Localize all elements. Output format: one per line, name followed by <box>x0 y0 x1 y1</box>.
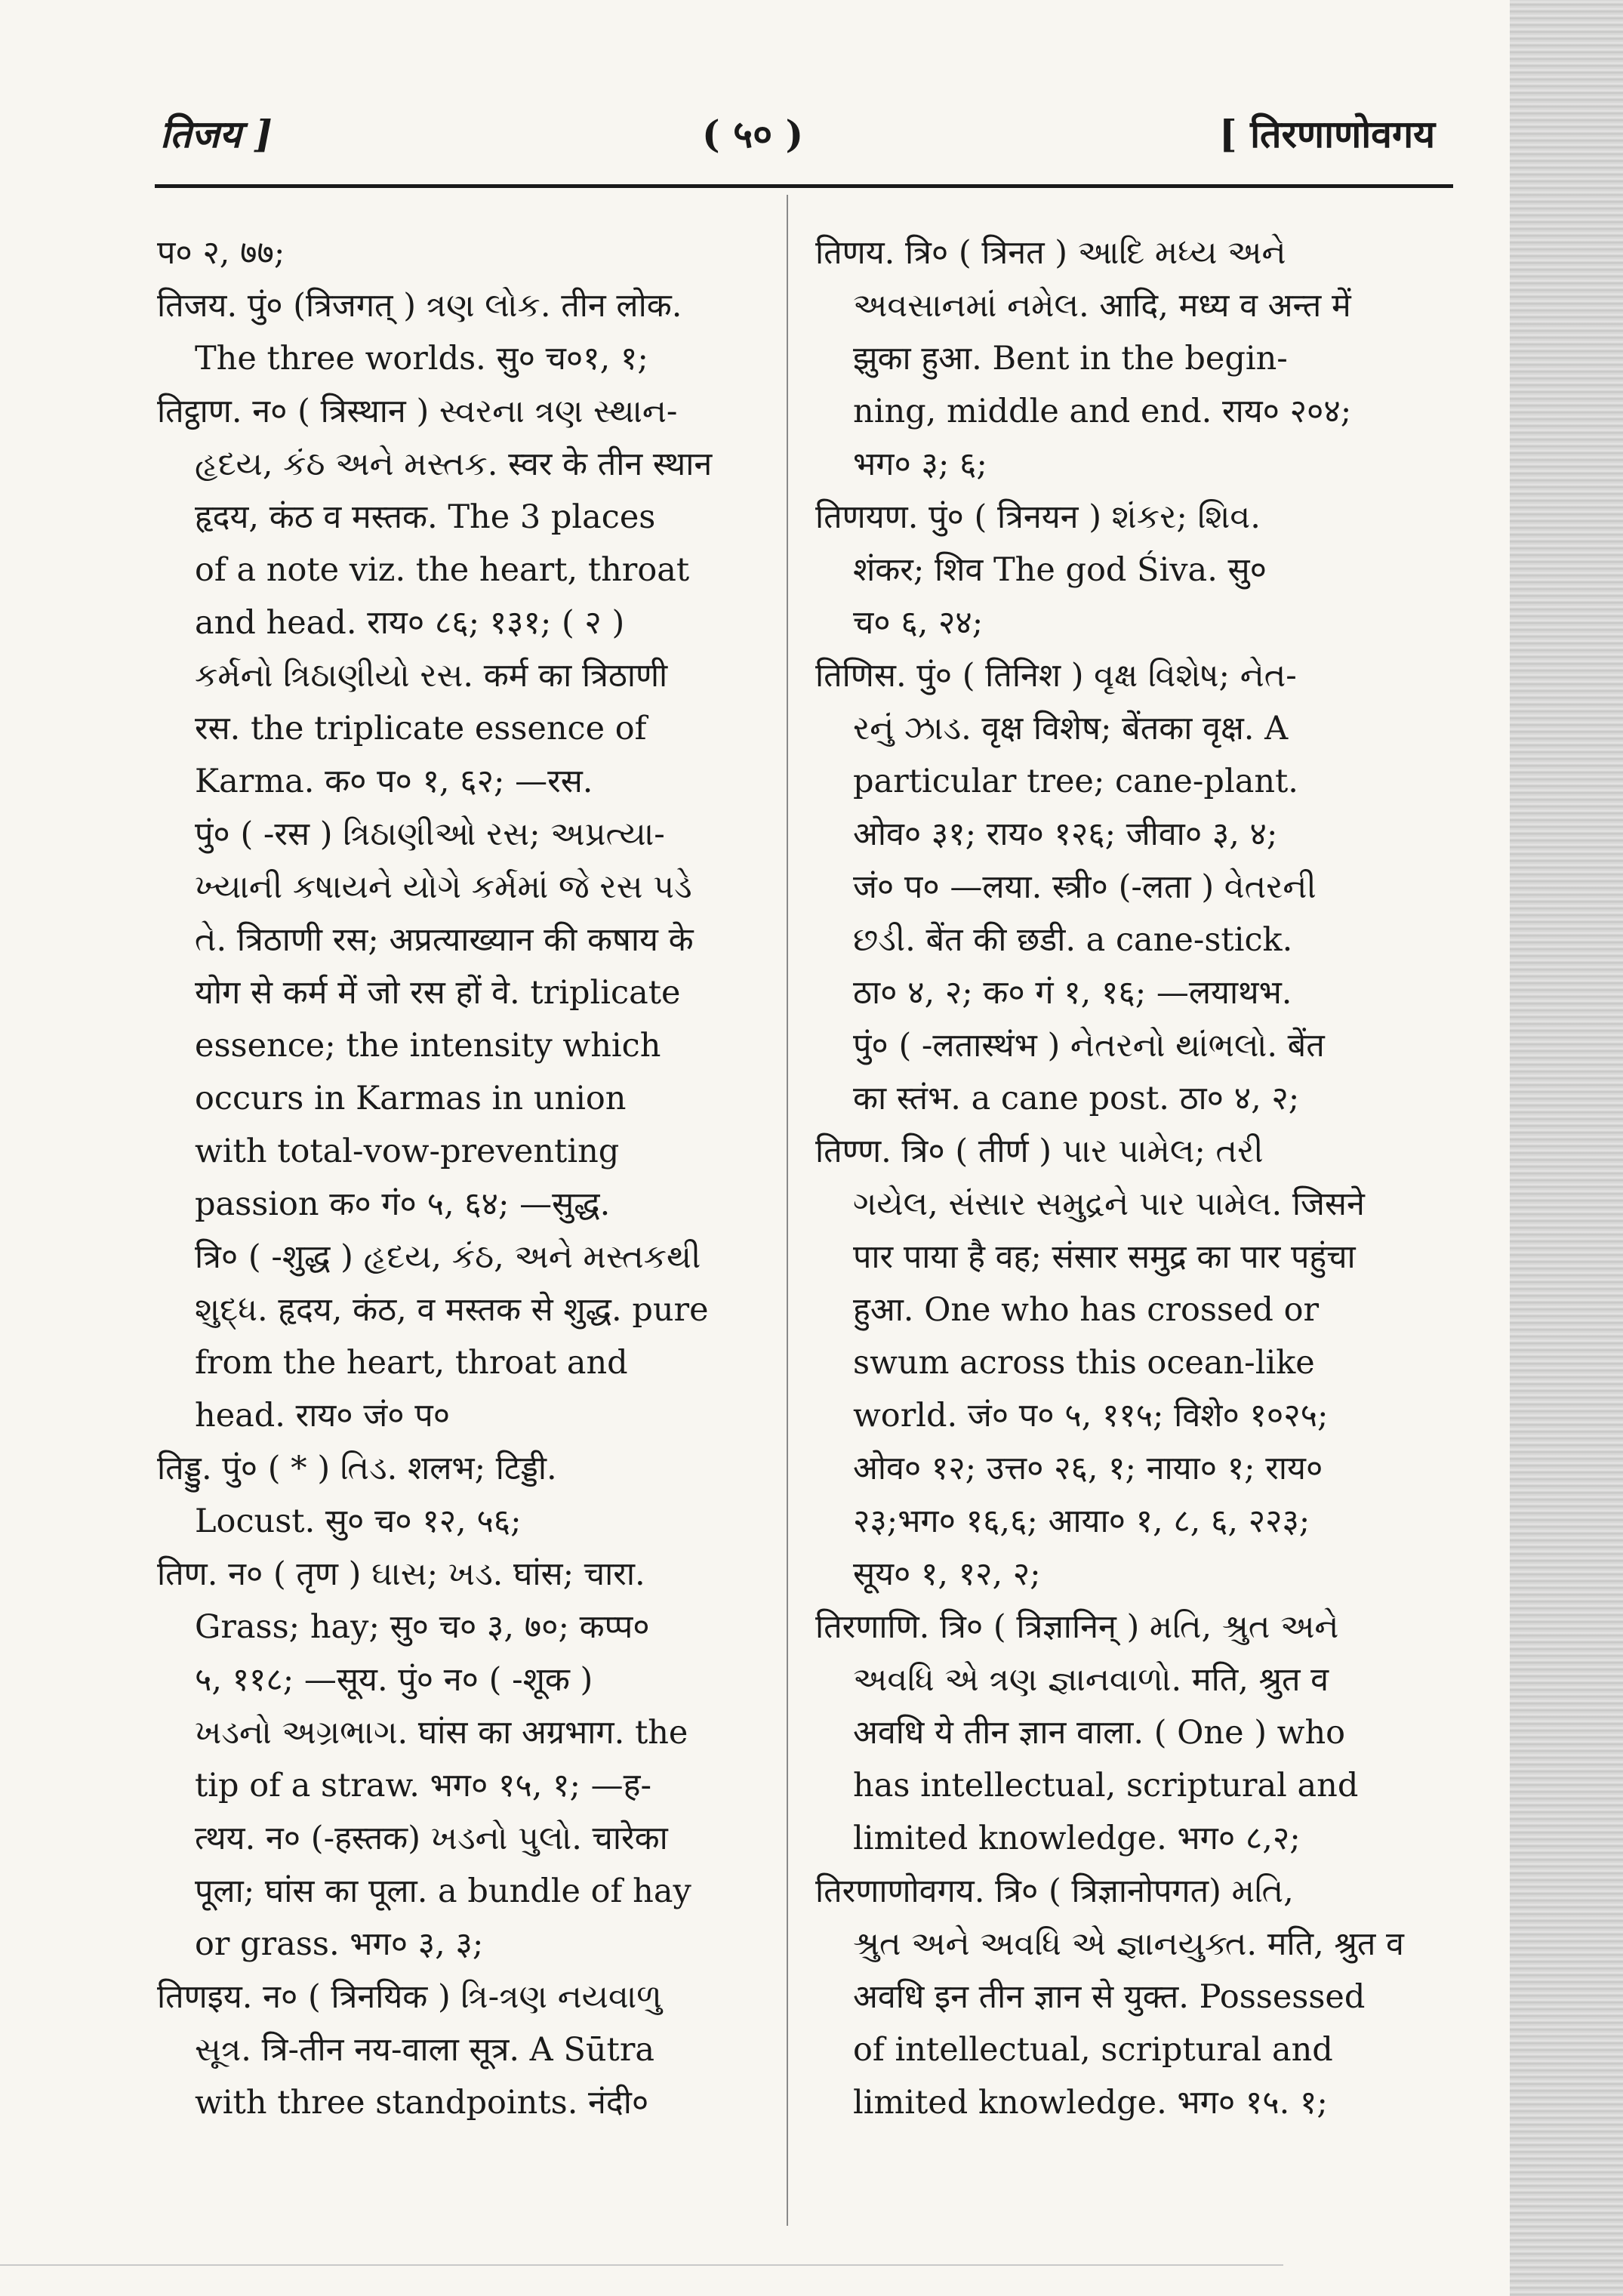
right-column-line: ओव० ३१; राय० १२६; जीवा० ३, ४; <box>853 815 1278 853</box>
right-column-line: છડી. बेंत की छडी. a cane-stick. <box>853 921 1293 959</box>
right-column-line: तिण्ण. त्रि० ( तीर्ण ) પાર પામેલ; તરી <box>815 1133 1264 1170</box>
page-number: ( ५० ) <box>702 112 804 156</box>
left-column-line: तिट्ठाण. न० ( त्रिस्थान ) સ્વરના ત્રણ સ્થાન- <box>157 393 678 430</box>
left-column-line: essence; the intensity which <box>195 1027 661 1065</box>
right-column-line: of intellectual, scriptural and <box>853 2031 1333 2069</box>
right-column-line: world. जं० प० ५, ११५; विशे० १०२५; <box>853 1397 1329 1435</box>
left-column <box>157 227 761 2129</box>
right-column-line: २३;भग० १६,६; आया० १, ८, ६, २२३; <box>853 1502 1310 1540</box>
right-column-line: particular tree; cane-plant. <box>853 763 1298 800</box>
left-column-line: हृदय, कंठ व मस्तक. The 3 places <box>195 498 656 536</box>
left-column-line: passion क० गं० ५, ६४; —सुद्ध. <box>195 1185 611 1223</box>
right-column-line: has intellectual, scriptural and <box>853 1767 1359 1804</box>
header-rule <box>155 184 1453 188</box>
left-column-line: The three worlds. सु० च०१, १; <box>195 340 648 378</box>
left-column-line: त्थय. न० (-हस्तक) ખડનો પુલો. चारेका <box>195 1820 668 1857</box>
left-column-line: योग से कर्म में जो रस हों वे. triplicate <box>195 974 681 1012</box>
right-column-line: पार पाया है वह; संसार समुद्र का पार पहुंचा <box>853 1238 1356 1276</box>
right-column-line: सूय० १, १२, २; <box>853 1555 1041 1593</box>
scan-edge-shadow <box>1510 0 1623 2296</box>
left-column-line: શુદ્ધ. हृदय, कंठ, व मस्तक से शुद्ध. pure <box>195 1291 709 1329</box>
right-column-line: શ્રુત અને અવધિ એ જ્ઞાનયુક્ત. मति, श्रुत व <box>853 1925 1404 1963</box>
left-column-line: head. राय० जं० प० <box>195 1397 451 1435</box>
left-column-line: of a note viz. the heart, throat <box>195 551 690 589</box>
right-column-line: ओव० १२; उत्त० २६, १; नाया० १; राय० <box>853 1450 1323 1487</box>
left-column-line: Karma. क० प० १, ६२; —रस. <box>195 763 593 800</box>
header-right-catchword: [ तिरणाणोवगय <box>1219 112 1436 156</box>
left-column-line: તે. त्रिठाणी रस; अप्रत्याख्यान की कषाय के <box>195 921 694 959</box>
left-column-line: કર્મનો ત્રિઠાણીયો રસ. कर्म का त्रिठाणी <box>195 657 668 695</box>
right-column-line: swum across this ocean-like <box>853 1344 1315 1382</box>
left-column-line: with three standpoints. नंदी० <box>195 2084 649 2122</box>
left-column-line: तिड्डु. पुं० ( * ) તિડ. शलभ; टिड्डी. <box>157 1450 557 1487</box>
right-column-line: तिणयण. पुं० ( त्रिनयन ) શંકર; શિવ. <box>815 498 1261 536</box>
right-column-line: अवधि ये तीन ज्ञान वाला. ( One ) who <box>853 1714 1346 1752</box>
left-column-line: ५, ११८; —सूय. पुं० न० ( -शूक ) <box>195 1661 593 1699</box>
right-column-line: ठा० ४, २; क० गं १, १६; —लयाथभ. <box>853 974 1292 1012</box>
right-column <box>815 227 1434 2129</box>
right-column-line: અવસાનમાં નમેલ. आदि, मध्य व अन्त में <box>853 287 1351 325</box>
left-column-line: ખ્યાની કષાયને યોગે કર્મમાં જે રસ પડે <box>195 868 692 906</box>
right-column-line: limited knowledge. भग० ८,२; <box>853 1820 1301 1857</box>
left-column-line: and head. राय० ८६; १३१; ( २ ) <box>195 604 625 642</box>
right-column-line: हुआ. One who has crossed or <box>853 1291 1320 1329</box>
left-column-line: रस. the triplicate essence of <box>195 710 647 747</box>
right-column-line: तिणिस. पुं० ( तिनिश ) વૃક્ષ વિશેષ; નેત- <box>815 657 1297 695</box>
left-column-line: पुं० ( -रस ) ત્રિઠાણીઓ રસ; અપ્રત્યા- <box>195 815 665 853</box>
right-column-line: અવધિ એ ત્રણ જ્ઞાનવાળો. मति, श्रुत व <box>853 1661 1329 1699</box>
left-column-line: तिणइय. न० ( त्रिनयिक ) ત્રિ-ત્રણ નયવાળુ <box>157 1978 662 2016</box>
left-column-line: from the heart, throat and <box>195 1344 628 1382</box>
column-divider <box>787 195 788 2226</box>
left-column-line: સૂત્ર. त्रि-तीन नय-वाला सूत्र. A Sūtra <box>195 2031 655 2069</box>
left-column-line: Locust. सु० च० १२, ५६; <box>195 1502 522 1540</box>
right-column-line: રનું ઝાડ. वृक्ष विशेष; बेंतका वृक्ष. A <box>853 710 1289 747</box>
left-column-line: पूला; घांस का पूला. a bundle of hay <box>195 1872 691 1910</box>
right-column-line: का स्तंभ. a cane post. ठा० ४, २; <box>853 1080 1300 1117</box>
right-column-line: भग० ३; ६; <box>853 445 987 483</box>
right-column-line: ning, middle and end. राय० २०४; <box>853 393 1352 430</box>
right-column-line: ગયેલ, સંસાર સમુદ્રને પાર પામેલ. जिसने <box>853 1185 1365 1223</box>
header-left-catchword: तिजय ] <box>160 112 273 156</box>
right-column-line: च० ६, २४; <box>853 604 984 642</box>
right-column-line: झुका हुआ. Bent in the begin- <box>853 340 1288 378</box>
left-column-line: ખડનો અગ્રભાગ. घांस का अग्रभाग. the <box>195 1714 688 1752</box>
right-column-line: अवधि इन तीन ज्ञान से युक्त. Possessed <box>853 1978 1366 2016</box>
left-column-line: Grass; hay; सु० च० ३, ७०; कप्प० <box>195 1608 650 1646</box>
left-column-line: with total-vow-preventing <box>195 1133 620 1170</box>
left-column-line: तिजय. पुं० (त्रिजगत् ) ત્રણ લોક. तीन लोक. <box>157 287 682 325</box>
left-column-line: or grass. भग० ३, ३; <box>195 1925 484 1963</box>
right-column-line: शंकर; शिव The god Śiva. सु० <box>853 551 1267 589</box>
right-column-line: तिरणाणि. त्रि० ( त्रिज्ञानिन् ) મતિ, શ્રુત અને <box>815 1608 1339 1646</box>
right-column-line: limited knowledge. भग० १५. १; <box>853 2084 1328 2122</box>
left-column-line: tip of a straw. भग० १५, १; —ह- <box>195 1767 651 1804</box>
left-column-line: त्रि० ( -शुद्ध ) હૃદય, કંઠ, અને મસ્તકથી <box>195 1238 701 1276</box>
left-column-line: प० २, ७७; <box>157 234 285 272</box>
left-column-line: तिण. न० ( तृण ) ઘાસ; ખડ. घांस; चारा. <box>157 1555 645 1593</box>
left-column-line: હૃદય, કંઠ અને મસ્તક. स्वर के तीन स्थान <box>195 445 713 483</box>
bottom-scan-line <box>0 2264 1283 2266</box>
right-column-line: पुं० ( -लतास्थंभ ) નેતરનો થાંભલો. बेंत <box>853 1027 1325 1065</box>
right-column-line: तिरणाणोवगय. त्रि० ( त्रिज्ञानोपगत) મતિ, <box>815 1872 1294 1910</box>
right-column-line: तिणय. त्रि० ( त्रिनत ) આદિ મધ્ય અને <box>815 234 1286 272</box>
right-column-line: जं० प० —लया. स्त्री० (-लता ) વેતરની <box>853 868 1317 906</box>
left-column-line: occurs in Karmas in union <box>195 1080 627 1117</box>
